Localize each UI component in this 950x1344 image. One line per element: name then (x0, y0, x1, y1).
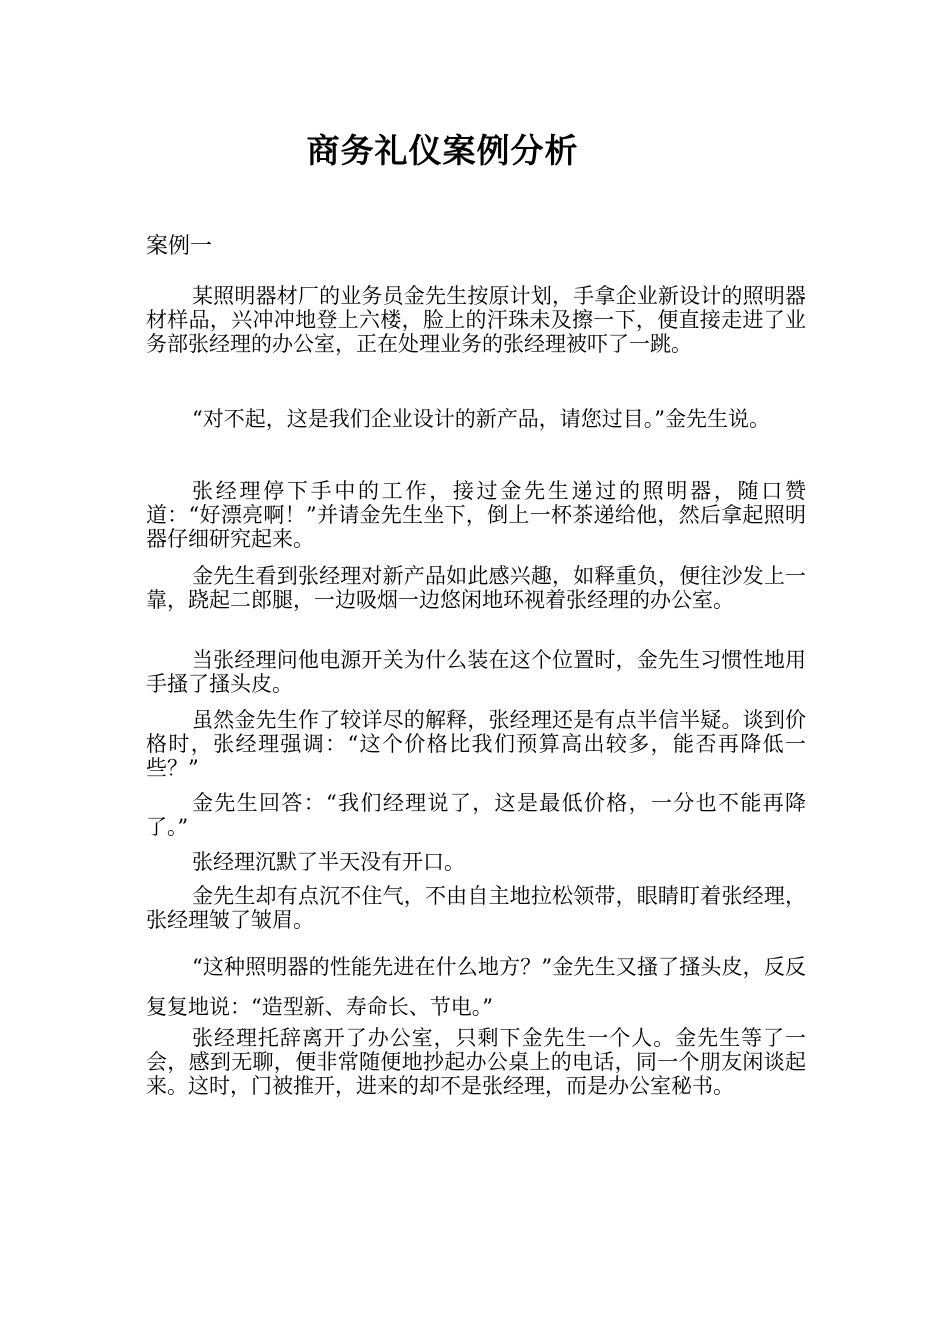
paragraph-3: 张经理停下手中的工作，接过金先生递过的照明器，随口赞道：“好漂亮啊！”并请金先生坐下，倒上一杯茶递给他，然后拿起照明器仔细研究起来。 (146, 479, 806, 551)
paragraph-2: “对不起，这是我们企业设计的新产品，请您过目。”金先生说。 (192, 407, 770, 431)
document-title: 商务礼仪案例分析 (306, 131, 579, 170)
paragraph-11: 张经理托辞离开了办公室，只剩下金先生一个人。金先生等了一会，感到无聊，便非常随便地抄起办公桌上的电话，同一个朋友闲谈起来。这时，门被推开，进来的却不是张经理，而是办公室秘书。 (146, 1026, 806, 1098)
paragraph-7: 金先生回答：“我们经理说了，这是最低价格，一分也不能再降了。” (146, 791, 806, 839)
paragraph-9: 金先生却有点沉不住气，不由自主地拉松领带，眼睛盯着张经理，张经理皱了皱眉。 (146, 884, 806, 932)
paragraph-6: 虽然金先生作了较详尽的解释，张经理还是有点半信半疑。谈到价格时，张经理强调：“这个价格比我们预算高出较多，能否再降低一些？” (146, 708, 806, 780)
paragraph-8: 张经理沉默了半天没有开口。 (192, 850, 465, 874)
paragraph-5: 当张经理问他电源开关为什么装在这个位置时，金先生习惯性地用手搔了搔头皮。 (146, 648, 806, 696)
paragraph-10: “这种照明器的性能先进在什么地方？”金先生又搔了搔头皮，反反复复地说：“造型新、寿命长、节电。” (146, 955, 806, 1019)
paragraph-1: 某照明器材厂的业务员金先生按原计划，手拿企业新设计的照明器材样品，兴冲冲地登上六楼，脸上的汗珠未及擦一下，便直接走进了业务部张经理的办公室，正在处理业务的张经理被吓了一跳。 (146, 284, 806, 356)
section-heading: 案例一 (146, 234, 213, 259)
paragraph-4: 金先生看到张经理对新产品如此感兴趣，如释重负，便往沙发上一靠，跷起二郎腿，一边吸烟一边悠闲地环视着张经理的办公室。 (146, 564, 806, 612)
